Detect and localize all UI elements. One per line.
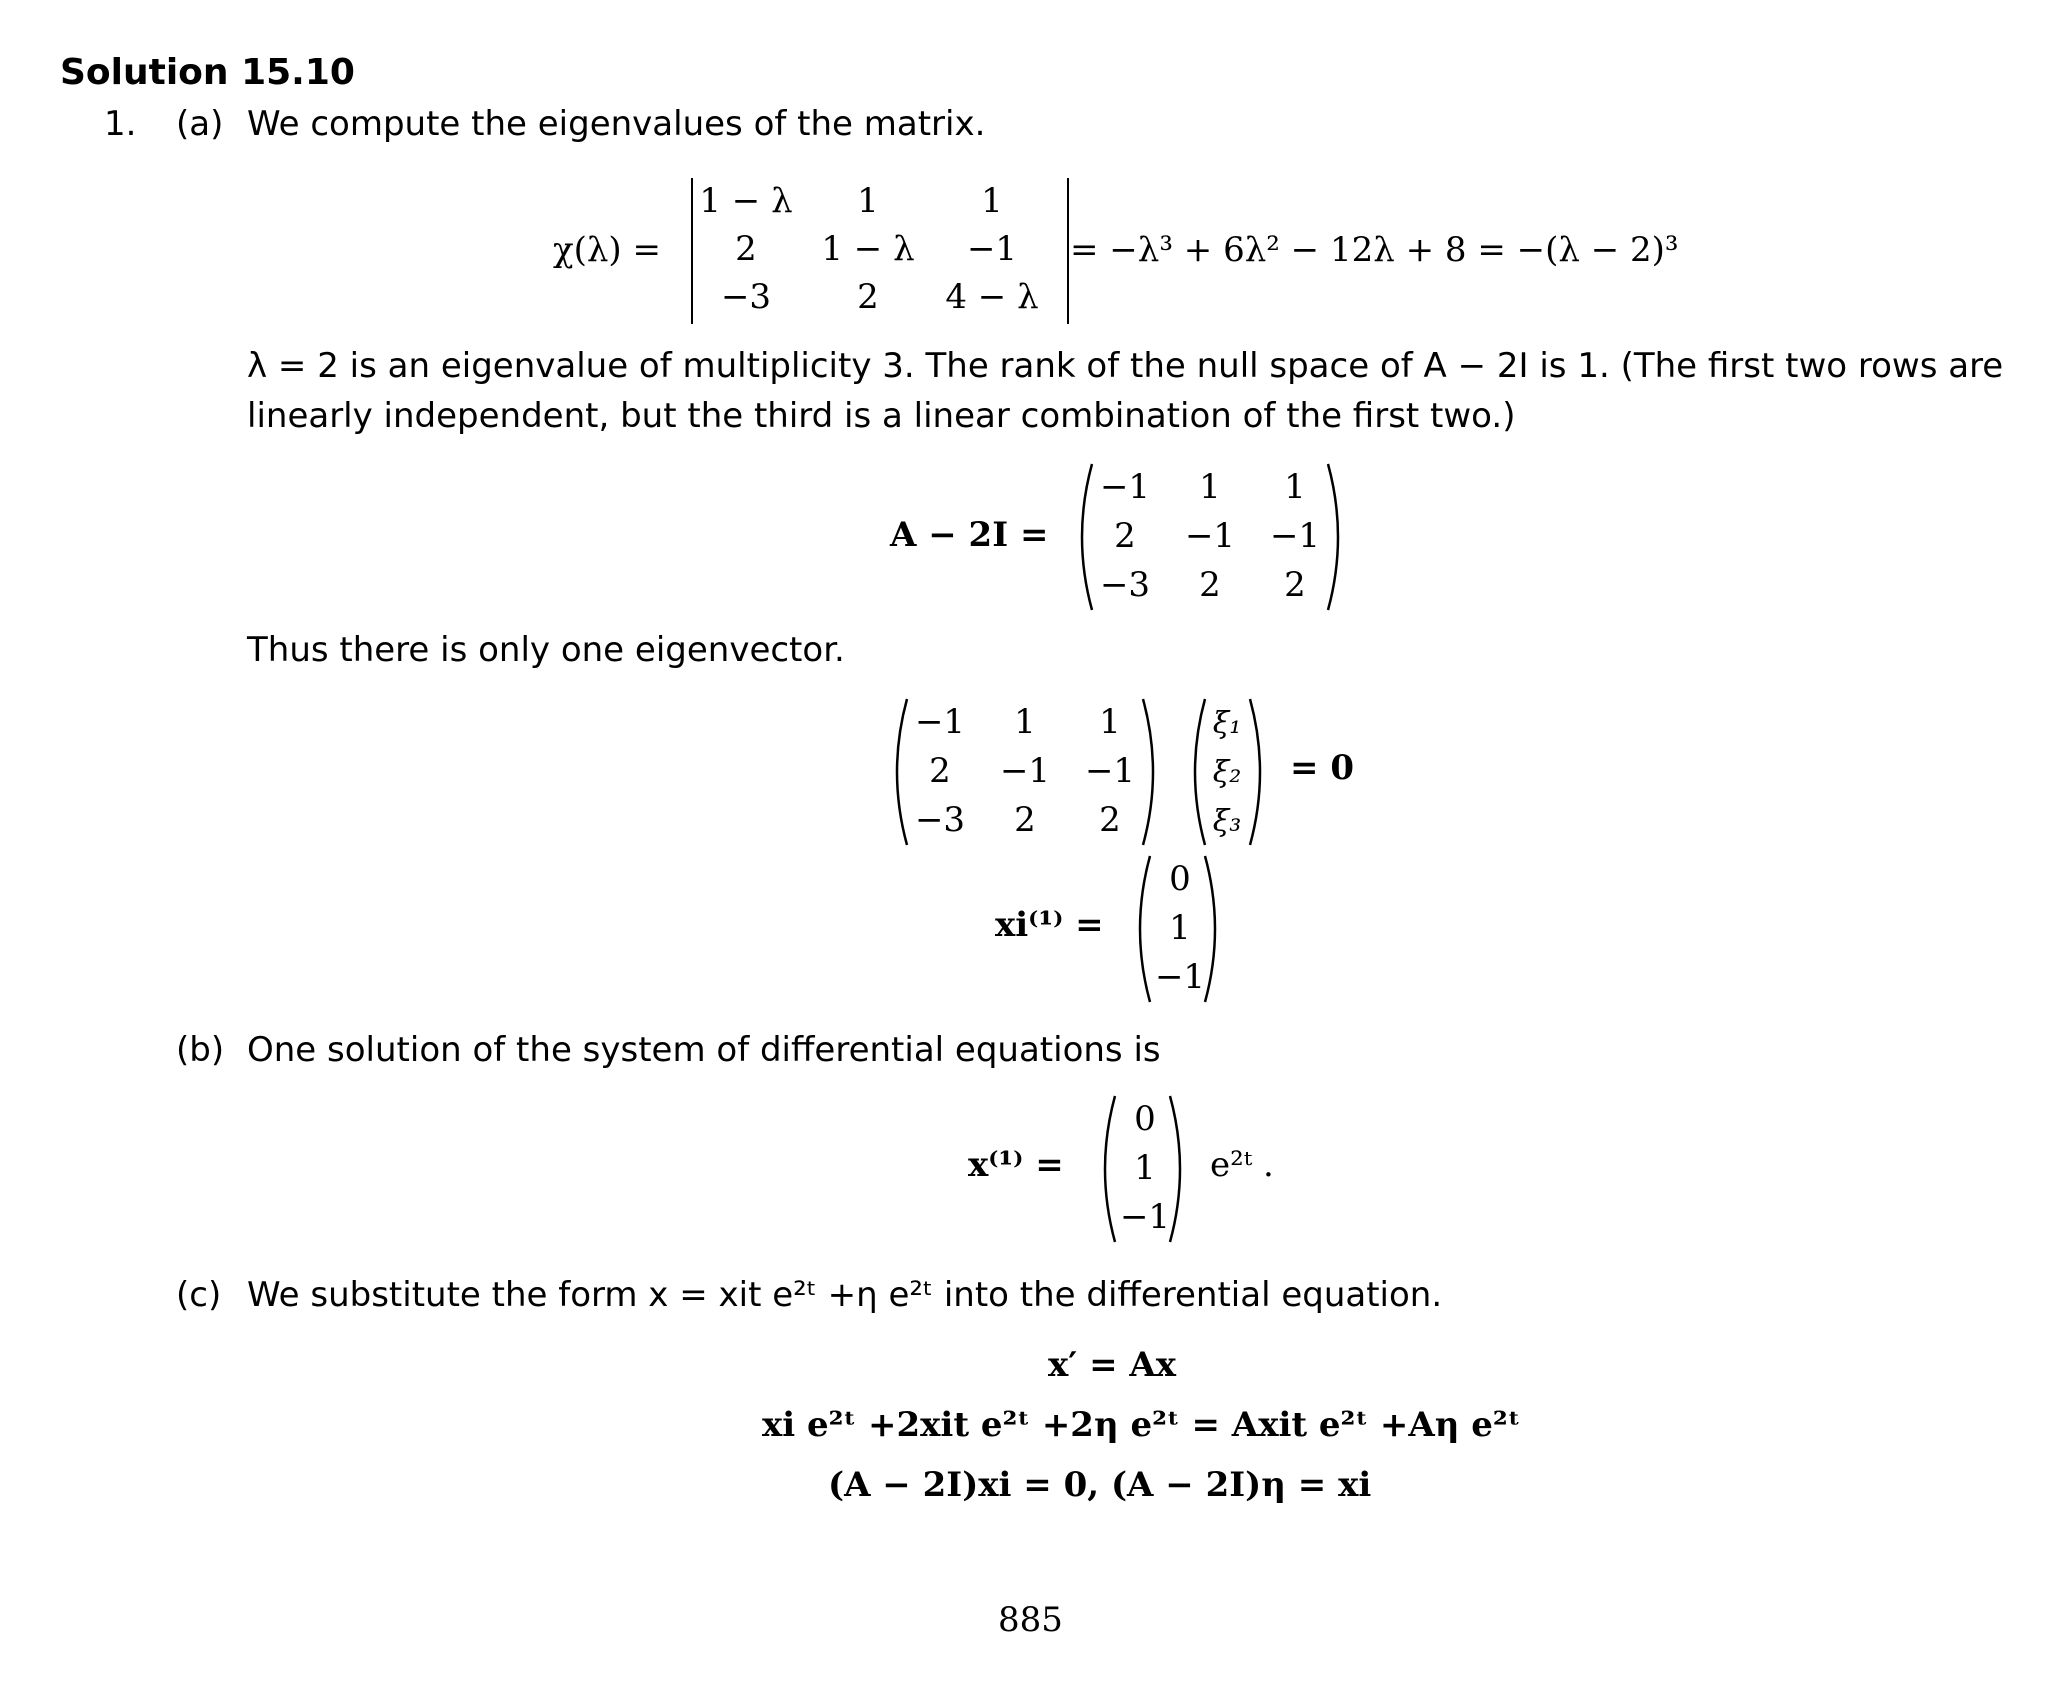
xi-3: ξ₃ — [1212, 804, 1242, 839]
am-2-0: −3 — [1099, 565, 1151, 605]
sm-2-2: 2 — [1099, 800, 1121, 840]
page-number: 885 — [998, 1600, 1063, 1640]
part-a-label: (a) — [176, 104, 224, 144]
xi-vector — [1185, 695, 1270, 850]
am-1-0: 2 — [1114, 516, 1136, 556]
eigenvalue-paragraph-line2: linearly independent, but the third is a linear combination of the first two.) — [247, 396, 1516, 436]
char-m-1-2: −1 — [966, 229, 1018, 269]
char-poly-rhs: = −λ³ + 6λ² − 12λ + 8 = −(λ − 2)³ — [1070, 230, 1679, 270]
solution-exp: e²ᵗ . — [1210, 1145, 1274, 1185]
char-m-0-2: 1 — [981, 181, 1003, 221]
sm-0-2: 1 — [1099, 702, 1121, 742]
xi-1: ξ₁ — [1212, 706, 1242, 741]
part-a-intro: We compute the eigenvalues of the matrix. — [247, 104, 986, 144]
part-c-label: (c) — [176, 1275, 222, 1315]
sm-1-2: −1 — [1084, 751, 1136, 791]
eigvec-2: −1 — [1154, 957, 1206, 997]
solution-heading: Solution 15.10 — [60, 52, 355, 93]
solvec-2: −1 — [1119, 1197, 1171, 1237]
equation-1: x′ = Ax — [1048, 1345, 1177, 1385]
item-number: 1. — [104, 104, 137, 144]
char-m-0-1: 1 — [857, 181, 879, 221]
char-poly-lhs: χ(λ) = — [553, 230, 661, 270]
sm-0-0: −1 — [914, 702, 966, 742]
thus-text: Thus there is only one eigenvector. — [247, 630, 845, 670]
part-b-intro: One solution of the system of differential equations is — [247, 1030, 1161, 1070]
equation-2: xi e²ᵗ +2xit e²ᵗ +2η e²ᵗ = Axit e²ᵗ +Aη e²ᵗ — [762, 1405, 1521, 1445]
char-m-1-0: 2 — [735, 229, 757, 269]
eigvec-lhs: xi⁽¹⁾ = — [995, 905, 1104, 945]
am-1-1: −1 — [1184, 516, 1236, 556]
xi-2: ξ₂ — [1212, 755, 1242, 790]
solvec-1: 1 — [1134, 1148, 1156, 1188]
char-m-0-0: 1 − λ — [699, 181, 793, 221]
system-rhs: = 0 — [1290, 748, 1354, 788]
am-2-2: 2 — [1284, 565, 1306, 605]
equation-3: (A − 2I)xi = 0, (A − 2I)η = xi — [828, 1465, 1372, 1505]
part-b-label: (b) — [176, 1030, 225, 1070]
char-determinant — [688, 176, 1073, 326]
solution-vector — [1095, 1092, 1190, 1247]
char-m-2-0: −3 — [720, 277, 772, 317]
am-0-0: −1 — [1099, 467, 1151, 507]
eigvec-1: 1 — [1169, 908, 1191, 948]
sm-2-1: 2 — [1014, 800, 1036, 840]
sm-1-0: 2 — [929, 751, 951, 791]
a-minus-2i-lhs: A − 2I = — [890, 515, 1049, 555]
eigenvalue-paragraph-line1: λ = 2 is an eigenvalue of multiplicity 3. The rank of the null space of A − 2I is 1. (The first two rows are — [247, 346, 2004, 386]
a-minus-2i-matrix — [1070, 460, 1350, 615]
char-m-1-1: 1 − λ — [821, 229, 915, 269]
eigvec-0: 0 — [1169, 859, 1191, 899]
sm-1-1: −1 — [999, 751, 1051, 791]
eigvec — [1130, 852, 1225, 1007]
solution-lhs: x⁽¹⁾ = — [968, 1145, 1064, 1185]
char-m-2-1: 2 — [857, 277, 879, 317]
part-c-intro: We substitute the form x = xit e²ᵗ +η e²ᵗ into the differential equation. — [247, 1275, 1443, 1315]
sm-0-1: 1 — [1014, 702, 1036, 742]
solvec-0: 0 — [1134, 1099, 1156, 1139]
am-1-2: −1 — [1269, 516, 1321, 556]
system-matrix — [885, 695, 1165, 850]
am-0-2: 1 — [1284, 467, 1306, 507]
am-2-1: 2 — [1199, 565, 1221, 605]
am-0-1: 1 — [1199, 467, 1221, 507]
sm-2-0: −3 — [914, 800, 966, 840]
char-m-2-2: 4 − λ — [945, 277, 1039, 317]
